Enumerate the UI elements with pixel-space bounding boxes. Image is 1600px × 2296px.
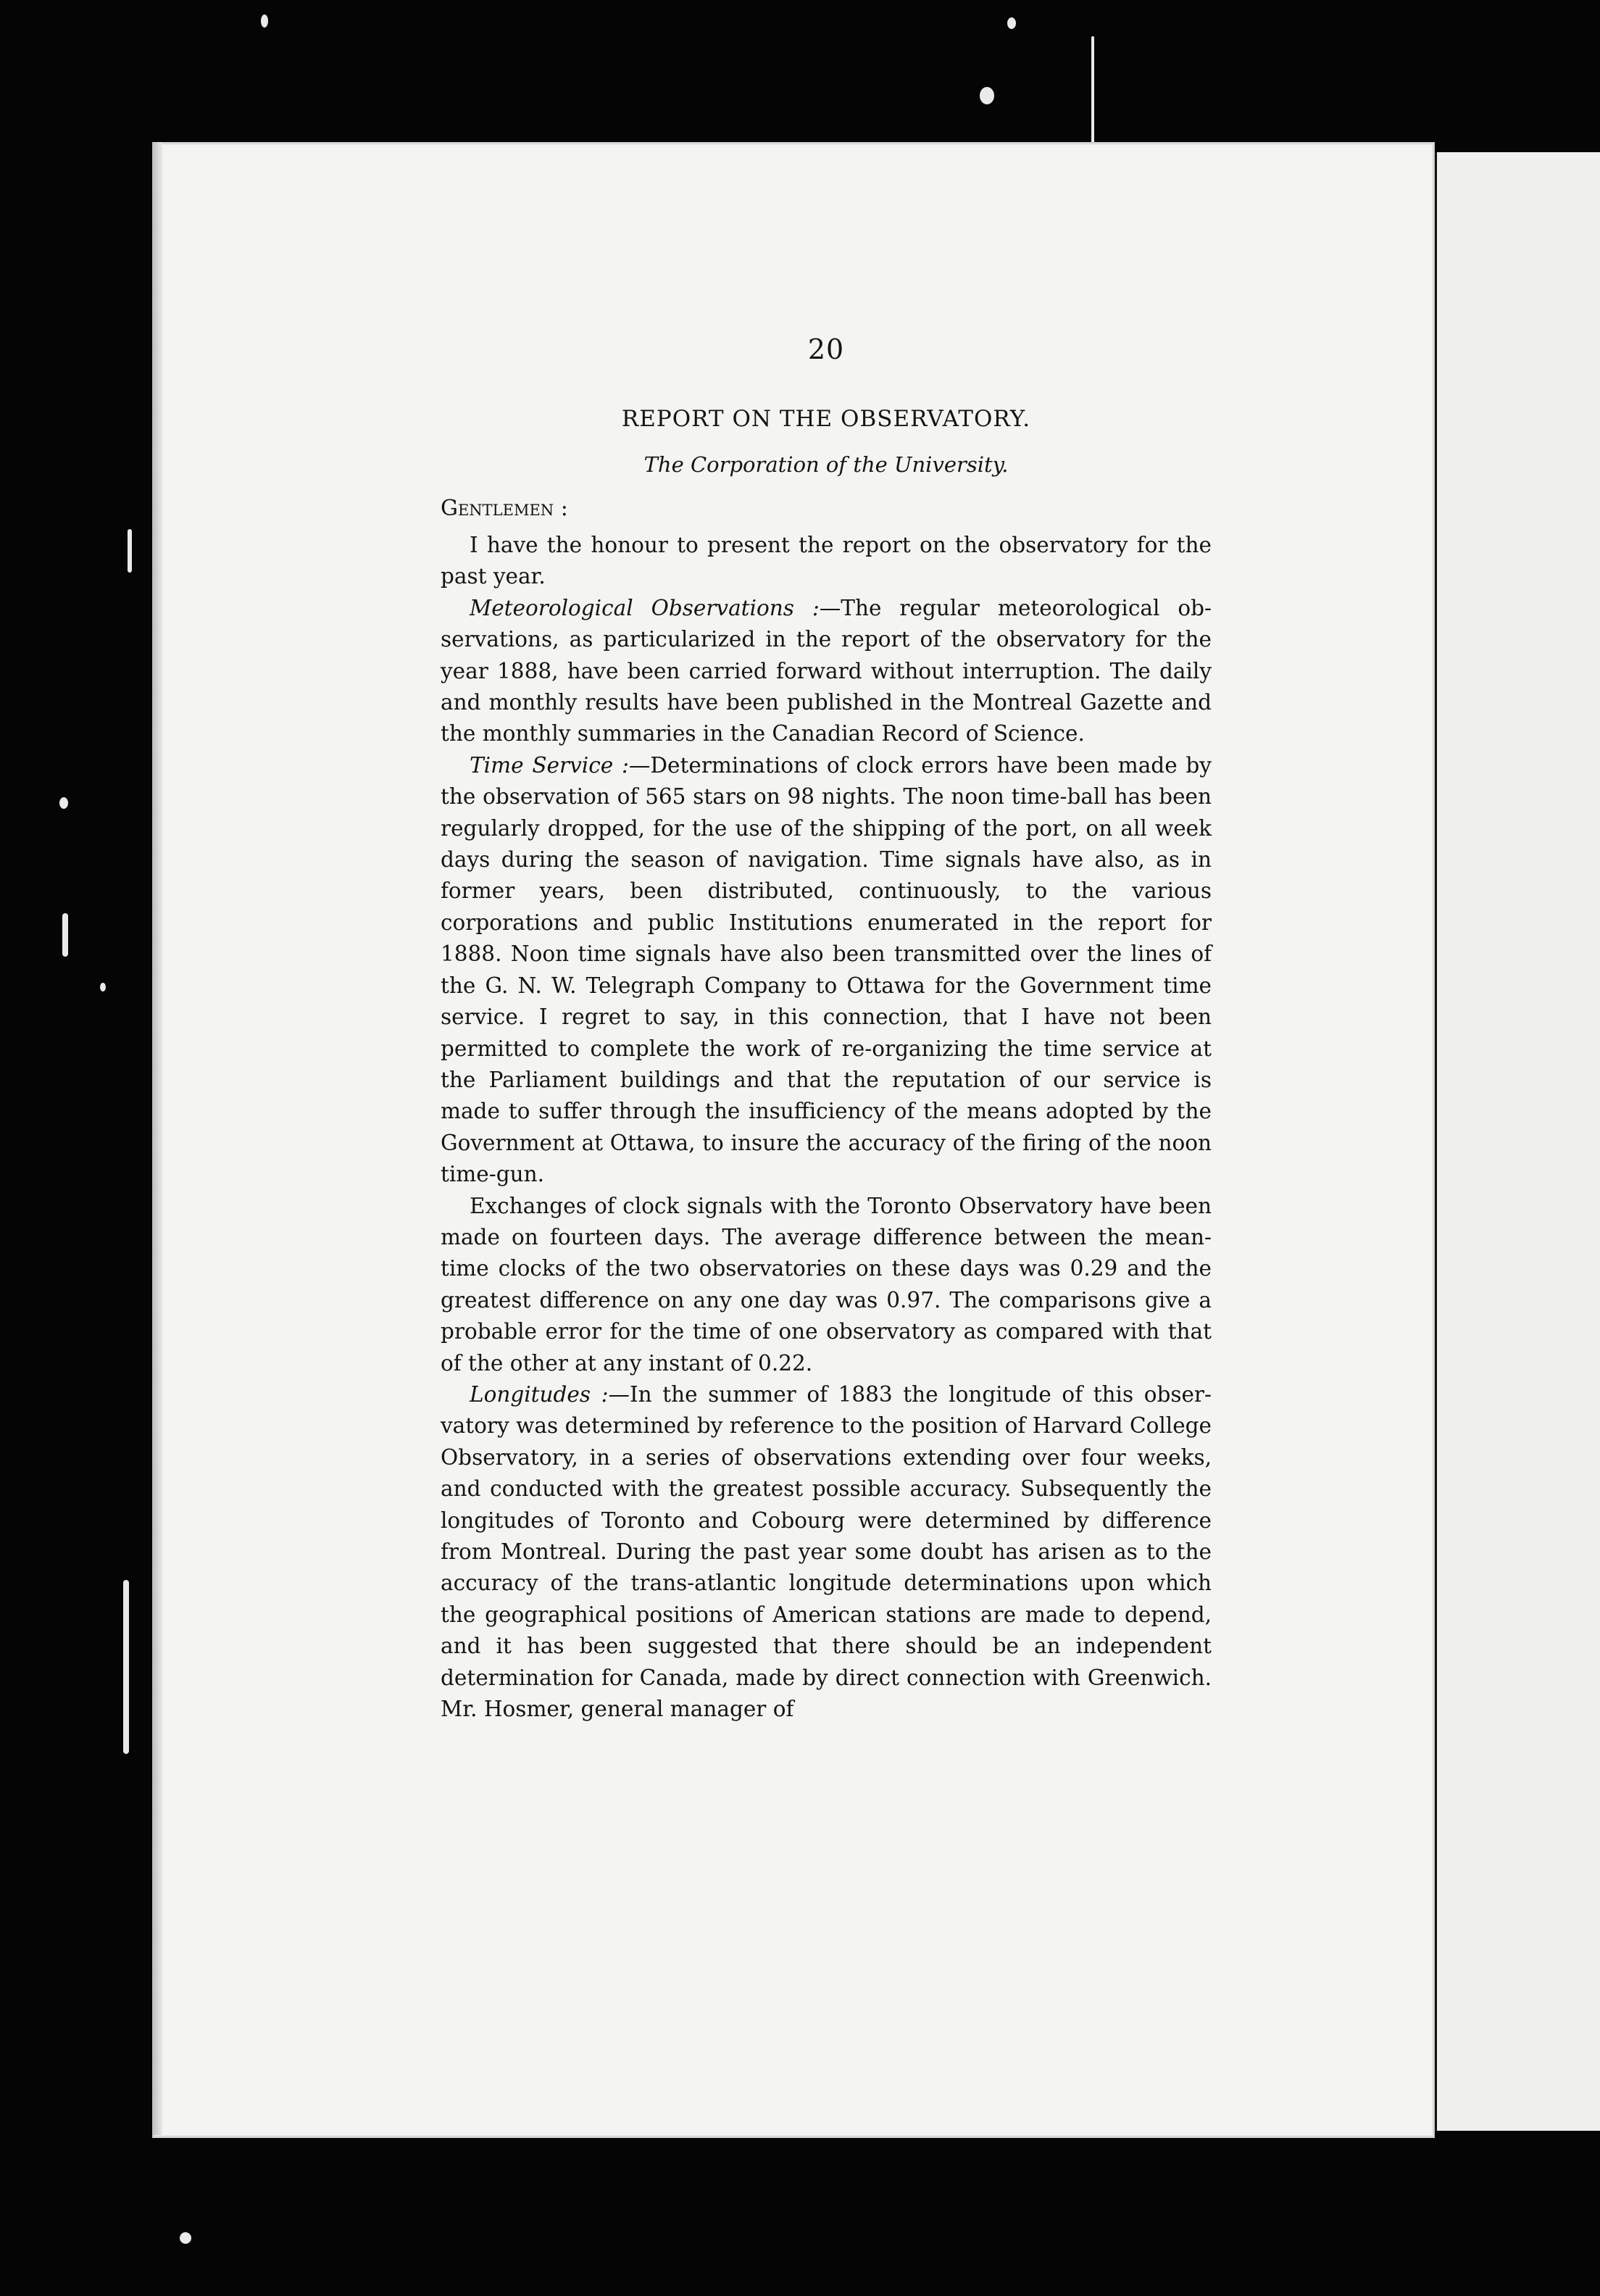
dust-speck — [62, 913, 68, 957]
paragraph-exchanges — [441, 1191, 1212, 1379]
report-title: REPORT ON THE OBSERVATORY. — [621, 406, 1031, 432]
paragraph-longitudes — [441, 1379, 1212, 1725]
dust-speck — [128, 529, 132, 573]
dust-speck — [980, 87, 994, 104]
page-text — [441, 333, 1212, 1725]
section-heading-longitudes: Longitudes : — [470, 1381, 609, 1407]
dust-speck — [180, 2232, 191, 2244]
section-heading-meteorological: Meteorological Observations : — [470, 595, 820, 620]
adjacent-page-edge — [1435, 152, 1600, 2131]
dust-speck — [261, 14, 268, 28]
page-edge-shadow — [152, 142, 162, 2135]
salutation: Gentlemen : — [441, 496, 568, 521]
dust-speck — [1091, 36, 1094, 145]
paragraph-body: I have the honour to present the report on the observatory for the past year. — [441, 533, 1212, 589]
paragraph-body: —Determinations of clock errors have been made by the observation of 565 stars on 98 nights. The noon time-ball has been regularly dropped, for the use of the shipping of the port, on all week days during the season of navigation. Time signals have also, as in former years, been distributed, continuously, to the various corporations and public Institutions enumerated in the report for 1888. Noon time signals have also been transmitted over the lines of the G. N. W. Telegraph Company to Ottawa for the Government time service. I regret to say, in this connection, that I have not been permitted to complete the work of re-organizing the time service at the Parliament buildings and that the reputation of our service is made to suffer through the insufficiency of the means adopted by the Government at Ottawa, to insure the accuracy of the firing of the noon time-gun. — [441, 752, 1212, 1187]
paragraph-body: —The regular meteorological observations, as particularized in the report of the observatory for the year 1888, have been carried forward without interruption. The daily and monthly results have been published in the Montreal Gazette and the monthly summaries in the Canadian Record of Science. — [441, 595, 1212, 746]
paragraph-body: Exchanges of clock signals with the Toronto Observatory have been made on fourteen days. The average difference between the mean-time clocks of the two observatories on these days was 0.29 and the greatest difference on any one day was 0.97. The comparisons give a probable error for the time of one observatory as compared with that of the other at any instant of 0.22. — [441, 1193, 1212, 1376]
paragraph-body: —In the summer of 1883 the longitude of this observatory was determined by reference to the position of Harvard College Observatory, in a series of observations extending over four weeks, and conducted with the greatest possible accuracy. Subsequently the longitudes of Toronto and Cobourg were determined by difference from Montreal. During the past year some doubt has arisen as to the accuracy of the trans-atlantic longitude determinations upon which the geographical positions of American stations are made to depend, and it has been suggested that there should be an independent determination for Canada, made by direct connection with Greenwich. Mr. Hosmer, general manager of — [441, 1381, 1212, 1722]
dust-speck — [1007, 17, 1016, 29]
page-number: 20 — [807, 333, 845, 365]
paragraph-intro — [441, 530, 1212, 593]
paragraph-time-service — [441, 750, 1212, 1191]
section-heading-time-service: Time Service : — [470, 752, 629, 778]
addressee-line: The Corporation of the University. — [643, 452, 1009, 477]
dust-speck — [100, 983, 106, 991]
dust-speck — [59, 797, 68, 809]
paragraph-meteorological — [441, 593, 1212, 750]
dust-speck — [123, 1580, 129, 1754]
